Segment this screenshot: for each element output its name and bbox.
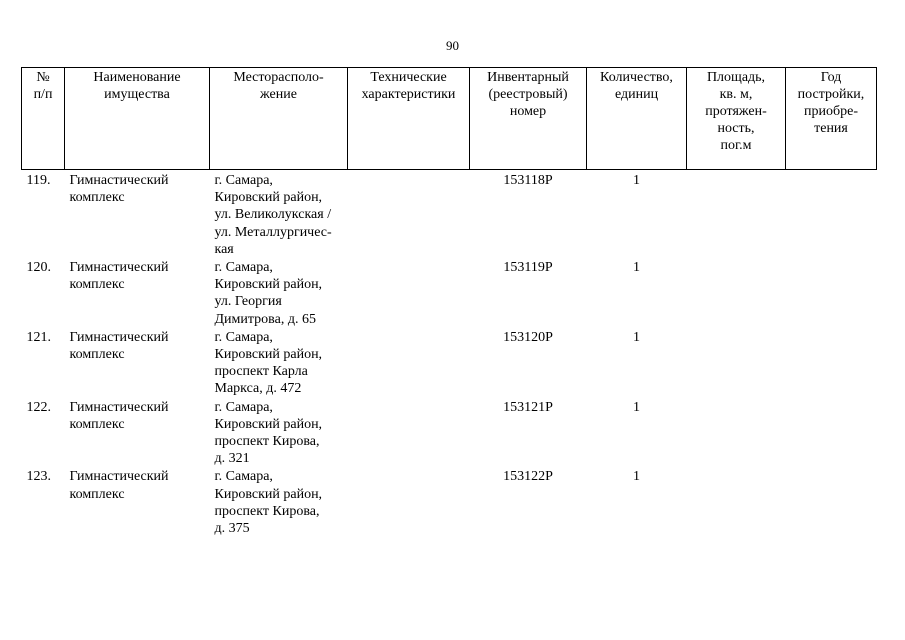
row-inventory: 153120Р bbox=[503, 329, 553, 345]
row-inventory: 153121Р bbox=[503, 399, 553, 415]
page-number: 90 bbox=[446, 38, 459, 53]
row-quantity: 1 bbox=[633, 260, 640, 276]
row-tech bbox=[348, 170, 470, 259]
row-inventory: 153119Р bbox=[503, 260, 553, 276]
row-name: Гимнастический комплекс bbox=[69, 399, 169, 432]
table-row bbox=[22, 328, 877, 398]
table-row bbox=[22, 467, 877, 537]
row-name: Гимнастический комплекс bbox=[69, 260, 169, 293]
header-area: Площадь, кв. м, протяжен- ность, пог.м bbox=[687, 68, 786, 170]
row-name: Гимнастический комплекс bbox=[69, 173, 169, 206]
row-quantity: 1 bbox=[633, 173, 640, 188]
table-header-row bbox=[22, 68, 877, 170]
row-year bbox=[786, 170, 877, 259]
row-area bbox=[687, 398, 786, 468]
table-row bbox=[22, 170, 877, 259]
property-registry-table bbox=[21, 67, 877, 537]
row-tech bbox=[348, 398, 470, 468]
row-area bbox=[687, 258, 786, 328]
row-area bbox=[687, 328, 786, 398]
row-tech bbox=[348, 258, 470, 328]
row-name: Гимнастический комплекс bbox=[69, 469, 169, 502]
row-num: 121. bbox=[26, 329, 51, 345]
header-name: Наименование имущества bbox=[65, 68, 210, 170]
row-num: 119. bbox=[26, 173, 51, 188]
row-location: г. Самара, Кировский район, ул. Великолукская / ул. Металлургичес- кая bbox=[214, 173, 332, 257]
row-quantity: 1 bbox=[633, 329, 640, 345]
header-inventory: Инвентарный (реестровый) номер bbox=[470, 68, 587, 170]
row-tech bbox=[348, 328, 470, 398]
row-area bbox=[687, 170, 786, 259]
table-row bbox=[22, 398, 877, 468]
row-inventory: 153122Р bbox=[503, 469, 553, 485]
row-quantity: 1 bbox=[633, 469, 640, 485]
row-num: 123. bbox=[26, 469, 51, 485]
row-location: г. Самара, Кировский район, ул. Георгия Димитрова, д. 65 bbox=[214, 260, 323, 327]
row-location: г. Самара, Кировский район, проспект Карла Маркса, д. 472 bbox=[214, 329, 323, 397]
header-location: Месторасполо- жение bbox=[210, 68, 348, 170]
header-tech: Технические характеристики bbox=[348, 68, 470, 170]
row-inventory: 153118Р bbox=[503, 173, 553, 188]
row-num: 122. bbox=[26, 399, 51, 415]
header-num: № п/п bbox=[22, 68, 65, 170]
row-tech bbox=[348, 467, 470, 537]
row-location: г. Самара, Кировский район, проспект Кирова, д. 321 bbox=[214, 399, 323, 467]
row-year bbox=[786, 328, 877, 398]
row-year bbox=[786, 258, 877, 328]
row-num: 120. bbox=[26, 260, 51, 276]
row-year bbox=[786, 398, 877, 468]
row-area bbox=[687, 467, 786, 537]
header-year: Год постройки, приобре- тения bbox=[786, 68, 877, 170]
row-quantity: 1 bbox=[633, 399, 640, 415]
header-quantity: Количество, единиц bbox=[587, 68, 687, 170]
row-location: г. Самара, Кировский район, проспект Кирова, д. 375 bbox=[214, 469, 323, 537]
row-name: Гимнастический комплекс bbox=[69, 329, 169, 363]
row-year bbox=[786, 467, 877, 537]
table-row bbox=[22, 258, 877, 328]
